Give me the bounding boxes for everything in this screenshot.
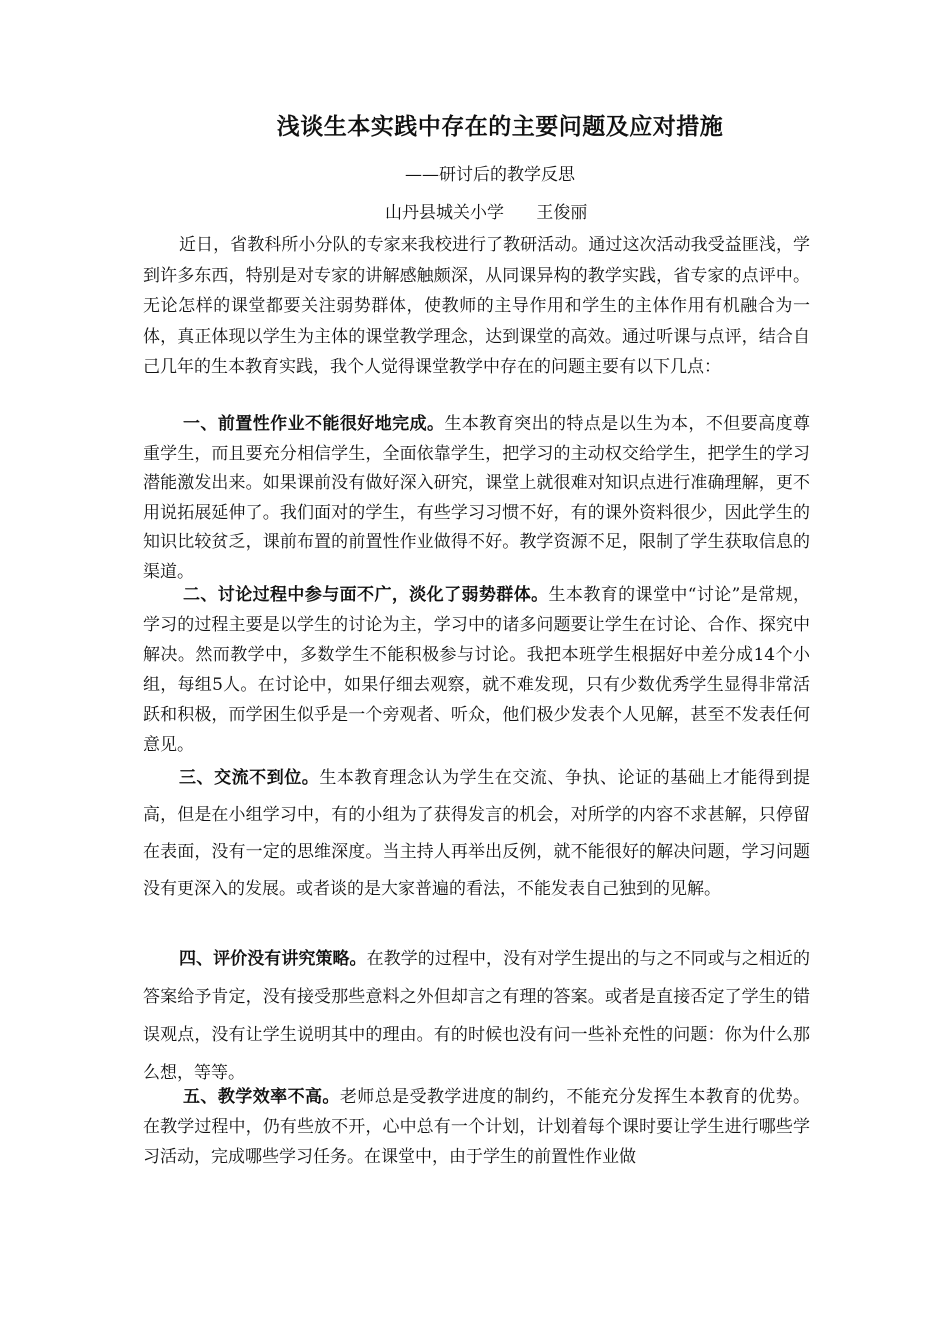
- point-1-paragraph: [143, 410, 810, 587]
- point-1-heading: 一、前置性作业不能很好地完成。: [183, 414, 445, 434]
- point-2-heading: 二、讨论过程中参与面不广，淡化了弱势群体。: [183, 585, 549, 605]
- point-5-heading: 五、教学效率不高。: [183, 1087, 340, 1107]
- point-4-body: 在教学的过程中，没有对学生提出的与之不同或与之相近的答案给予肯定，没有接受那些意料之外但却言之有理的答案。或者是直接否定了学生的错误观点，没有让学生说明其中的理由。有的时候也没有问一些补充性的问题：你为什么那么想，等等。: [143, 949, 811, 1083]
- document-subtitle: ——研讨后的教学反思: [405, 165, 575, 185]
- point-4-heading: 四、评价没有讲究策略。: [179, 949, 367, 969]
- intro-text: 近日，省教科所小分队的专家来我校进行了教研活动。通过这次活动我受益匪浅，学到许多东西，特别是对专家的讲解感触颇深，从同课异构的教学实践，省专家的点评中。无论怎样的课堂都要关注弱势群体，使教师的主导作用和学生的主体作用有机融合为一体，真正体现以学生为主体的课堂教学理念，达到课堂的高效。通过听课与点评，结合自己几年的生本教育实践，我个人觉得课堂教学中存在的问题主要有以下几点：: [143, 235, 810, 377]
- point-2-body: 生本教育的课堂中“讨论”是常规，学习的过程主要是以学生的讨论为主，学习中的诸多问题要让学生在讨论、合作、探究中解决。然而教学中，多数学生不能积极参与讨论。我把本班学生根据好中差分成14个小组，每组5人。在讨论中，如果仔细去观察，就不难发现，只有少数优秀学生显得非常活跃和积极，而学困生似乎是一个旁观者、听众，他们极少发表个人见解，甚至不发表任何意见。: [143, 585, 810, 755]
- point-3-body: 生本教育理念认为学生在交流、争执、论证的基础上才能得到提高，但是在小组学习中，有的小组为了获得发言的机会，对所学的内容不求甚解，只停留在表面，没有一定的思维深度。当主持人再举出反例，就不能很好的解决问题，学习问题没有更深入的发展。或者谈的是大家普遍的看法，不能发表自己独到的见解。: [143, 768, 810, 899]
- point-3-heading: 三、交流不到位。: [179, 768, 320, 788]
- point-5-body: 老师总是受教学进度的制约，不能充分发挥生本教育的优势。在教学过程中，仍有些放不开，心中总有一个计划，计划着每个课时要让学生进行哪些学习活动，完成哪些学习任务。在课堂中，由于学生的前置性作业做: [143, 1087, 811, 1167]
- document-title: 浅谈生本实践中存在的主要问题及应对措施: [276, 113, 724, 140]
- point-2-paragraph: [143, 580, 810, 760]
- author-line: 山丹县城关小学 王俊丽: [385, 203, 588, 223]
- point-5-paragraph: [143, 1082, 810, 1172]
- point-3-paragraph: [143, 760, 810, 908]
- intro-paragraph: [143, 230, 810, 383]
- point-4-paragraph: [143, 940, 810, 1092]
- point-1-body: 生本教育突出的特点是以生为本，不但要高度尊重学生，而且要充分相信学生，全面依靠学生，把学习的主动权交给学生，把学生的学习潜能激发出来。如果课前没有做好深入研究，课堂上就很难对知识点进行准确理解，更不用说拓展延伸了。我们面对的学生，有些学习习惯不好，有的课外资料很少，因此学生的知识比较贫乏，课前布置的前置性作业做得不好。教学资源不足，限制了学生获取信息的渠道。: [143, 414, 811, 582]
